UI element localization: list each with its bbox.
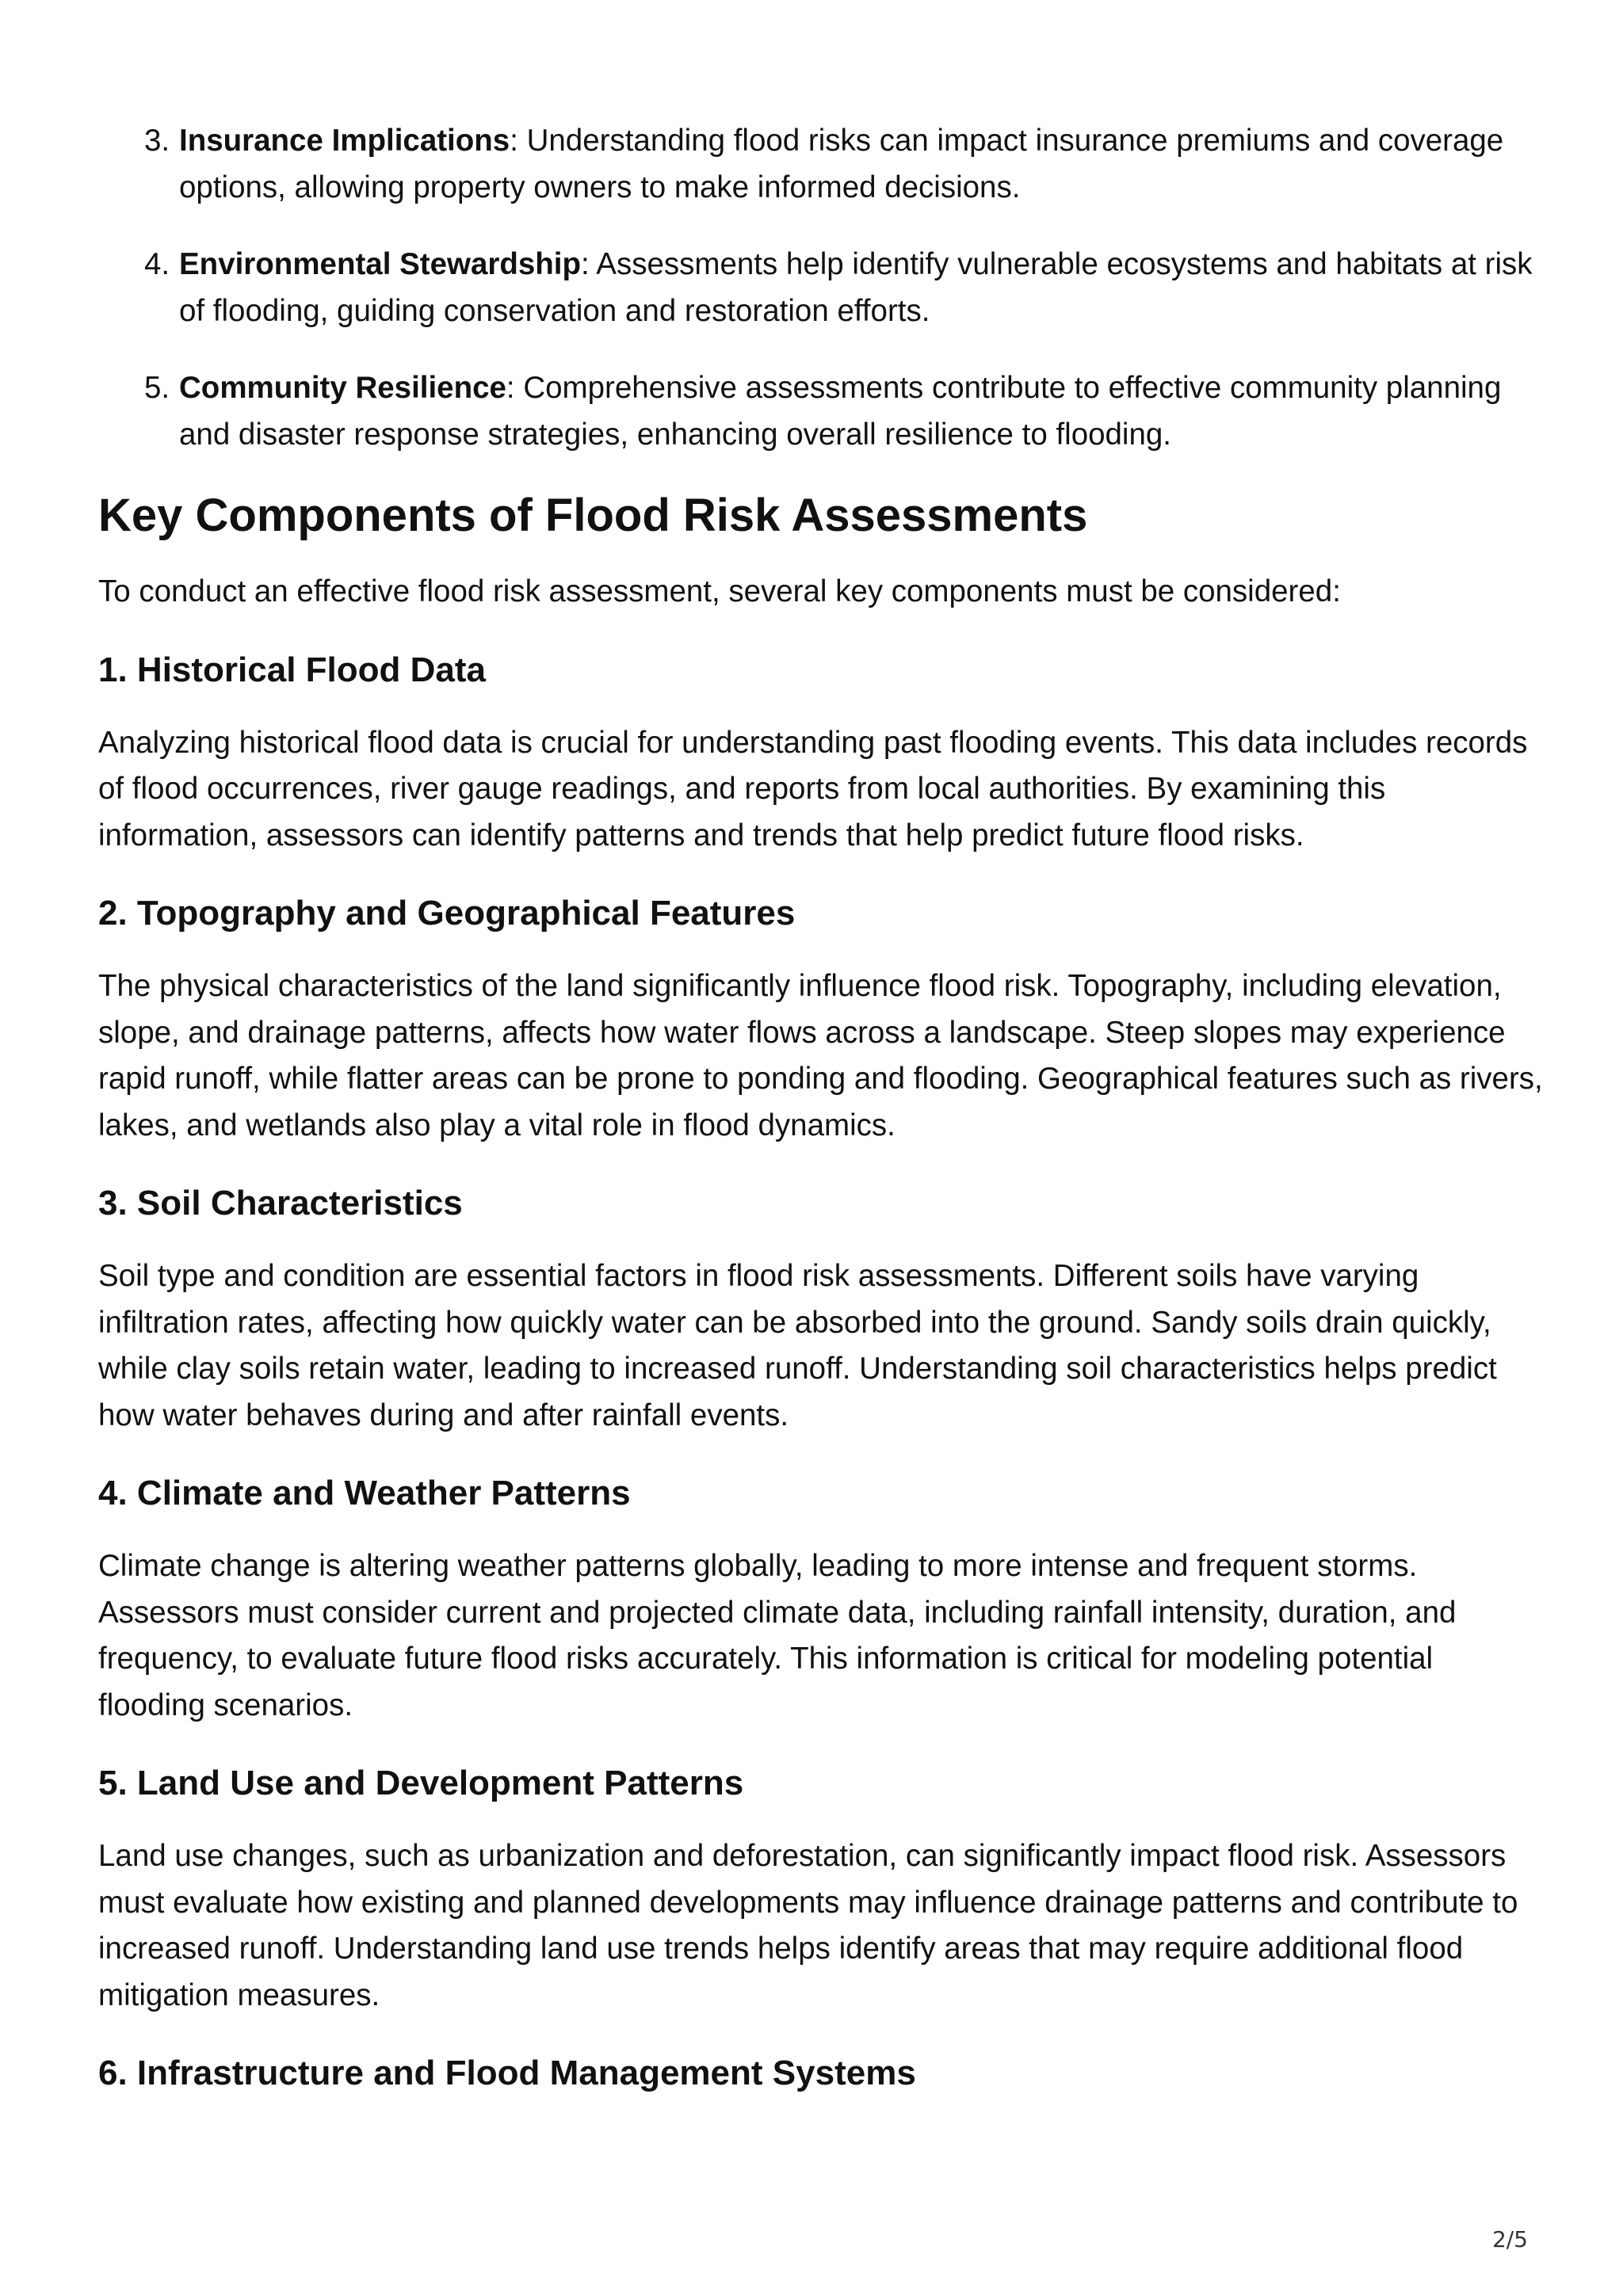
section-title: Key Components of Flood Risk Assessments xyxy=(98,490,1088,541)
subsection-heading-infrastructure: 6. Infrastructure and Flood Management Systems xyxy=(98,2054,916,2092)
list-item-term: Insurance Implications xyxy=(179,124,510,158)
subsection-heading-historical-flood-data: 1. Historical Flood Data xyxy=(98,650,486,689)
subsection-heading-land-use: 5. Land Use and Development Patterns xyxy=(98,1764,744,1802)
subsection-body-topography: The physical characteristics of the land significantly influence flood risk. Topography, including elevation, slope, and drainage patterns, affects how water flows across a landscape. Steep slopes may experience rapid runoff, while flatter areas can be prone to ponding and flooding. Geographical features such as rivers, lakes, and wetlands also play a vital role in flood dynamics. xyxy=(98,969,1543,1142)
list-item-number: 3. xyxy=(144,124,170,158)
subsection-body-land-use: Land use changes, such as urbanization and deforestation, can significantly impact flood risk. Assessors must evaluate how existing and planned developments may influence drainage patterns and contribute to increased runoff. Understanding land use trends helps identify areas that may require additional flood mitigation measures. xyxy=(98,1839,1518,2012)
subsection-body-historical-flood-data: Analyzing historical flood data is crucial for understanding past flooding events. This data includes records of flood occurrences, river gauge readings, and reports from local authorities. By examining this information, assessors can identify patterns and trends that help predict future flood risks. xyxy=(98,725,1528,852)
subsection-heading-climate-weather: 4. Climate and Weather Patterns xyxy=(98,1474,631,1512)
list-item-term: Community Resilience xyxy=(179,371,506,405)
page-number: 2/5 xyxy=(1491,2226,1528,2252)
list-item-term: Environmental Stewardship xyxy=(179,247,582,281)
list-item xyxy=(98,241,1545,334)
list-item-text: : Understanding flood risks can impact insurance premiums and coverage options, allowing property owners to make informed decisions. xyxy=(179,124,1504,204)
benefits-list xyxy=(98,117,1545,458)
list-item-number: 5. xyxy=(144,371,170,405)
list-item-text: : Comprehensive assessments contribute to effective community planning and disaster response strategies, enhancing overall resilience to flooding. xyxy=(179,371,1502,452)
subsection-heading-topography: 2. Topography and Geographical Features xyxy=(98,894,796,933)
list-item-number: 4. xyxy=(144,247,170,281)
list-item xyxy=(98,364,1545,458)
list-item xyxy=(98,117,1545,211)
list-item-text: : Assessments help identify vulnerable ecosystems and habitats at risk of flooding, guiding conservation and restoration efforts. xyxy=(179,247,1533,328)
subsection-body-soil-characteristics: Soil type and condition are essential factors in flood risk assessments. Different soils have varying infiltration rates, affecting how quickly water can be absorbed into the ground. Sandy soils drain quickly, while clay soils retain water, leading to increased runoff. Understanding soil characteristics helps predict how water behaves during and after rainfall events. xyxy=(98,1259,1497,1432)
subsection-body-climate-weather: Climate change is altering weather patterns globally, leading to more intense and frequent storms. Assessors must consider current and projected climate data, including rainfall intensity, duration, and frequency, to evaluate future flood risks accurately. This information is critical for modeling potential flooding scenarios. xyxy=(98,1549,1457,1722)
page-content xyxy=(98,117,1545,2123)
subsection-heading-soil-characteristics: 3. Soil Characteristics xyxy=(98,1184,463,1222)
section-intro: To conduct an effective flood risk assessment, several key components must be considered: xyxy=(98,574,1341,608)
